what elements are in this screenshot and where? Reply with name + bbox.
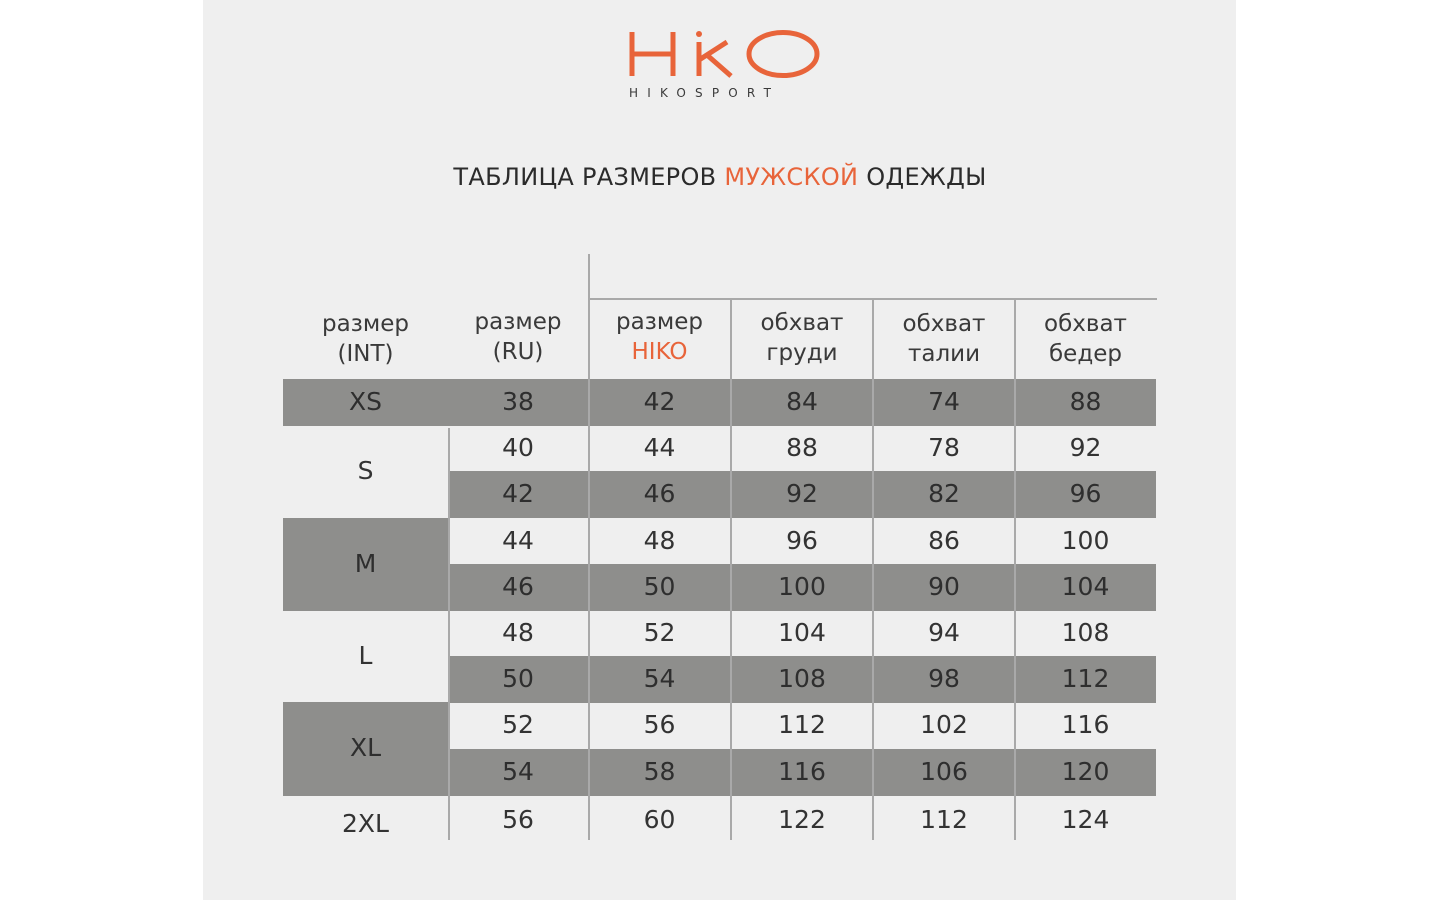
header-int <box>283 309 448 369</box>
cell-hips: 124 <box>1061 804 1110 834</box>
header-waist <box>873 309 1015 369</box>
cell-ru: 44 <box>502 525 534 555</box>
logo-subtitle: HIKOSPORT <box>629 86 781 100</box>
cell-hiko: 42 <box>643 387 676 416</box>
title-accent: МУЖСКОЙ <box>724 163 859 191</box>
cell-ru: 50 <box>502 664 534 694</box>
cell-hips: 116 <box>1061 710 1110 740</box>
cell-hips: 96 <box>1069 479 1102 509</box>
cell-hips: 100 <box>1061 525 1110 555</box>
cell-chest: 112 <box>778 710 826 740</box>
cell-ru: 48 <box>502 618 534 647</box>
cell-hips: 120 <box>1061 756 1110 786</box>
cell-chest: 104 <box>778 618 826 647</box>
header-chest-line: обхват <box>760 310 844 336</box>
header-waist-line: талии <box>907 341 981 367</box>
int-size-cell: XL <box>349 733 382 763</box>
cell-ru: 46 <box>502 571 534 601</box>
int-size-cell: M <box>354 548 377 578</box>
cell-ru: 42 <box>502 479 534 509</box>
cell-hiko: 46 <box>643 479 676 509</box>
header-hiko-line: размер <box>615 309 704 335</box>
cell-hiko: 50 <box>643 571 676 601</box>
cell-waist: 78 <box>928 433 960 463</box>
cell-ru: 54 <box>502 756 534 786</box>
cell-chest: 100 <box>778 571 826 601</box>
cell-ru: 56 <box>502 804 534 834</box>
cell-hips: 92 <box>1069 433 1102 463</box>
page-title <box>0 163 1440 191</box>
cell-hiko: 58 <box>643 756 676 786</box>
header-ru-line: (RU) <box>492 339 544 365</box>
cell-chest: 92 <box>786 479 818 509</box>
cell-waist: 98 <box>928 664 960 694</box>
header-hips <box>1015 309 1156 369</box>
header-hips-line: бедер <box>1049 341 1122 367</box>
cell-ru: 52 <box>502 710 534 740</box>
cell-chest: 84 <box>786 387 818 416</box>
header-waist-line: обхват <box>902 311 986 337</box>
int-size-cell: S <box>357 456 374 486</box>
cell-chest: 116 <box>778 756 826 786</box>
header-hiko-line: HIKO <box>631 339 688 365</box>
cell-hiko: 54 <box>643 664 676 694</box>
cell-hips: 88 <box>1069 387 1102 416</box>
cell-chest: 88 <box>786 433 818 463</box>
cell-waist: 74 <box>928 387 960 416</box>
header-hips-line: обхват <box>1044 311 1127 337</box>
title-part-1: ТАБЛИЦА РАЗМЕРОВ <box>453 163 725 191</box>
header-chest <box>731 308 873 368</box>
cell-hiko: 60 <box>643 804 676 834</box>
header-ru-line: размер <box>474 309 562 335</box>
cell-waist: 112 <box>920 804 968 834</box>
header-rule <box>588 298 1157 300</box>
cell-waist: 102 <box>920 710 968 740</box>
cell-hiko: 56 <box>643 710 676 740</box>
header-ru <box>448 307 588 367</box>
cell-chest: 108 <box>778 664 826 694</box>
cell-hiko: 48 <box>643 525 676 555</box>
hiko-logo <box>629 30 821 78</box>
int-size-cell: 2XL <box>342 808 389 838</box>
cell-waist: 90 <box>928 571 960 601</box>
cell-ru: 38 <box>502 387 534 416</box>
cell-waist: 106 <box>920 756 968 786</box>
cell-hiko: 44 <box>643 433 676 463</box>
cell-hips: 108 <box>1061 618 1110 647</box>
header-int-line: размер <box>321 311 410 337</box>
int-size-cell: XS <box>349 387 382 416</box>
cell-ru: 40 <box>502 433 534 463</box>
cell-chest: 122 <box>778 804 826 834</box>
cell-hiko: 52 <box>643 618 676 647</box>
cell-waist: 94 <box>928 618 960 647</box>
cell-waist: 86 <box>928 525 960 555</box>
header-chest-line: груди <box>766 340 838 366</box>
cell-hips: 104 <box>1061 571 1110 601</box>
title-part-2: ОДЕЖДЫ <box>858 163 987 191</box>
int-size-cell: L <box>358 641 373 670</box>
header-int-line: (INT) <box>337 341 394 367</box>
header-hiko <box>588 307 731 367</box>
cell-hips: 112 <box>1061 664 1110 694</box>
cell-waist: 82 <box>928 479 960 509</box>
cell-chest: 96 <box>786 525 818 555</box>
